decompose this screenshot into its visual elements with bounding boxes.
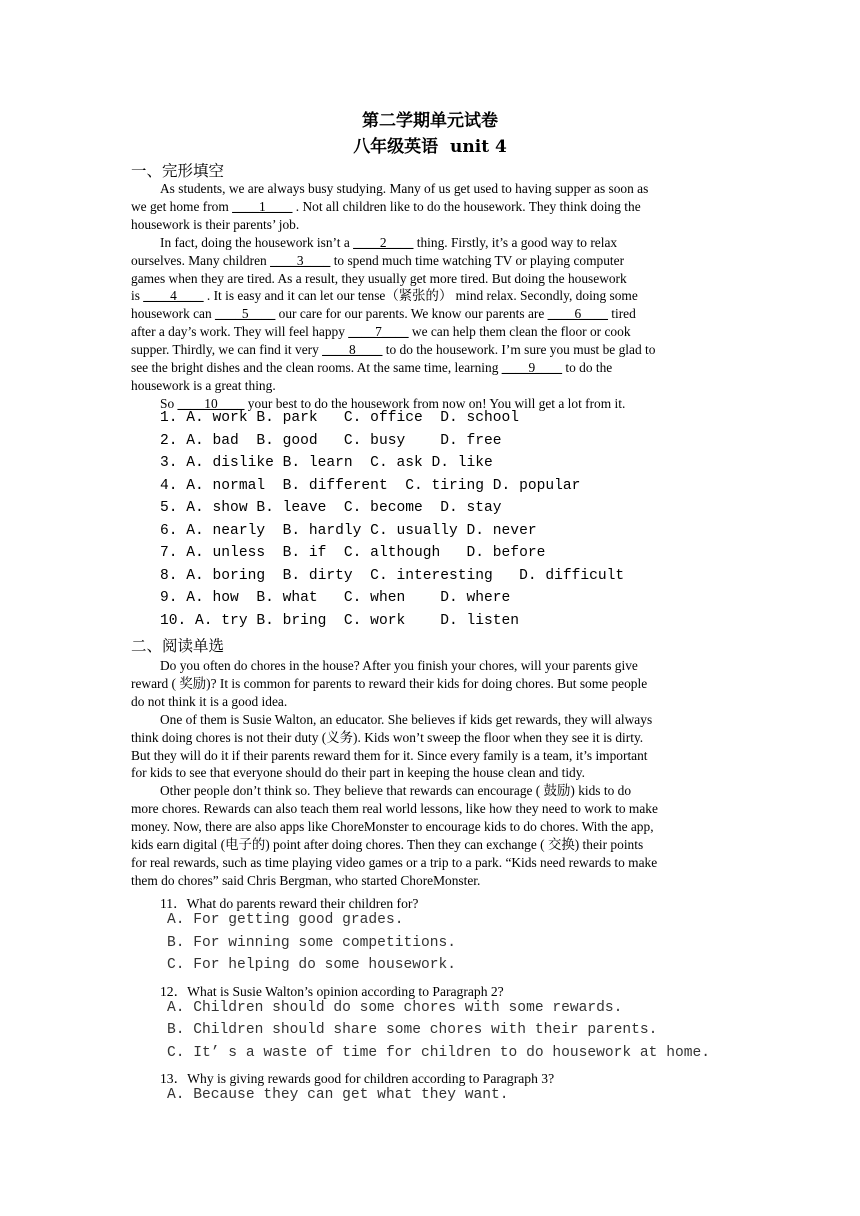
blank-number: ____10____ [177, 395, 245, 411]
blank-number: ____9____ [501, 360, 563, 376]
passage-text: housework is a great thing. [131, 377, 276, 393]
reading-passage [131, 657, 731, 890]
passage-text: we can help them clean the floor or cook [408, 324, 631, 340]
passage-line [131, 747, 731, 765]
passage-text: So [160, 395, 178, 411]
passage-text: Do you often do chores in the house? After you finish your chores, will your parents give [160, 658, 638, 673]
passage-line [131, 252, 731, 270]
section-heading-reading: 二、阅读单选 [131, 637, 225, 655]
cloze-option-line: 2. A. bad B. good C. busy D. free [160, 432, 502, 449]
passage-text: see the bright dishes and the clean rooms. At the same time, learning [131, 360, 502, 376]
passage-line [131, 872, 731, 890]
blank-number: ____1____ [232, 198, 293, 214]
passage-line [131, 818, 731, 836]
page-title: 第二学期单元试卷 [362, 111, 498, 131]
question-stem: 13．Why is giving rewards good for children according to Paragraph 3? [160, 1071, 555, 1086]
passage-text: our care for our parents. We know our parents are [275, 306, 548, 322]
passage-text: is [131, 288, 144, 304]
passage-line [131, 675, 731, 693]
passage-text: think doing chores is not their duty (义务). Kids won’t sweep the floor when they see it is dirty. [131, 729, 644, 745]
passage-text: But they will do it if their parents reward them for it. Since every family is a team, it’s important [131, 747, 648, 763]
passage-text: games when they are tired. As a result, they usually get more tired. But doing the housework [131, 270, 627, 286]
passage-line [131, 341, 731, 359]
passage-line [131, 234, 731, 252]
passage-line [131, 198, 731, 216]
passage-line [131, 854, 731, 872]
cloze-option-line: 9. A. how B. what C. when D. where [160, 590, 511, 606]
question-stem: 11．What do parents reward their children for? [160, 896, 419, 911]
passage-text: for real rewards, such as time playing video games or a trip to a park. “Kids need rewards to make [131, 854, 658, 870]
cloze-option-line: 3. A. dislike B. learn C. ask D. like [160, 455, 493, 471]
answer-choice: A. Because they can get what they want. [167, 1087, 509, 1103]
passage-text: housework can [131, 306, 216, 322]
passage-text: One of them is Susie Walton, an educator. She believes if kids get rewards, they will always [160, 711, 653, 727]
passage-text: for kids to see that everyone should do their part in keeping the house clean and tidy. [131, 765, 585, 781]
passage-line [131, 764, 731, 782]
passage-line [131, 800, 731, 818]
passage-text: to do the housework. I’m sure you must be glad to [382, 342, 656, 358]
passage-line [131, 180, 731, 198]
blank-number: ____6____ [547, 306, 608, 322]
cloze-option-line: 10. A. try B. bring C. work D. listen [160, 612, 520, 629]
blank-number: ____3____ [270, 252, 331, 268]
passage-line [131, 377, 731, 395]
cloze-option-line: 4. A. normal B. different C. tiring D. popular [160, 477, 581, 494]
answer-choice: A. For getting good grades. [167, 912, 404, 928]
passage-text: ourselves. Many children [131, 252, 271, 268]
answer-choice: C. It’ s a waste of time for children to do housework at home. [167, 1044, 710, 1061]
passage-text: . Not all children like to do the housework. They think doing the [292, 198, 641, 214]
answer-choice: B. For winning some competitions. [167, 934, 457, 951]
passage-text: to spend much time watching TV or playing computer [330, 252, 625, 268]
blank-number: ____5____ [215, 306, 276, 322]
passage-text: money. Now, there are also apps like ChoreMonster to encourage kids to do chores. With the app, [131, 819, 654, 835]
cloze-option-line: 7. A. unless B. if C. although D. before [160, 545, 546, 561]
blank-number: ____4____ [143, 288, 204, 304]
passage-text: In fact, doing the housework isn’t a [160, 234, 354, 250]
answer-choice: A. Children should do some chores with some rewards. [167, 999, 623, 1016]
cloze-option-line: 1. A. work B. park C. office D. school [160, 410, 520, 426]
passage-text: to do the [562, 360, 613, 376]
question-stem: 12．What is Susie Walton’s opinion according to Paragraph 2? [160, 983, 504, 999]
passage-text: more chores. Rewards can also teach them real world lessons, like how they need to work to make [131, 801, 658, 817]
passage-line [131, 323, 731, 341]
passage-text: supper. Thirdly, we can find it very [131, 342, 323, 358]
cloze-option-line: 8. A. boring B. dirty C. interesting D. difficult [160, 567, 625, 584]
passage-text: do not think it is a good idea. [131, 693, 288, 709]
cloze-option-line: 5. A. show B. leave C. become D. stay [160, 500, 502, 516]
passage-line [131, 216, 731, 234]
passage-text: As students, we are always busy studying. Many of us get used to having supper as soon as [160, 181, 649, 196]
page-subtitle: 八年级英语 unit 4 [353, 137, 507, 157]
blank-number: ____7____ [348, 324, 409, 340]
passage-line [131, 287, 731, 305]
passage-text: thing. Firstly, it’s a good way to relax [413, 234, 618, 250]
passage-text: we get home from [131, 198, 233, 214]
passage-text: tired [607, 306, 636, 322]
passage-line [131, 305, 731, 323]
answer-choice: C. For helping do some housework. [167, 957, 457, 973]
cloze-passage [131, 180, 731, 413]
passage-line [131, 657, 731, 675]
passage-text: after a day’s work. They will feel happy [131, 324, 349, 340]
passage-text: your best to do the housework from now on! You will get a lot from it. [244, 395, 626, 411]
passage-line [131, 836, 731, 854]
passage-line [131, 359, 731, 377]
blank-number: ____2____ [353, 234, 414, 250]
blank-number: ____8____ [322, 342, 383, 358]
passage-text: housework is their parents’ job. [131, 216, 300, 232]
passage-text: reward ( 奖励)? It is common for parents to reward their kids for doing chores. But some people [131, 675, 648, 691]
passage-line [131, 782, 731, 800]
passage-line [131, 729, 731, 747]
passage-text: . It is easy and it can let our tense（紧张的） mind relax. Secondly, doing some [203, 288, 638, 304]
cloze-option-line: 6. A. nearly B. hardly C. usually D. never [160, 522, 537, 539]
section-heading-cloze: 一、完形填空 [131, 162, 225, 180]
answer-choice: B. Children should share some chores with their parents. [167, 1022, 658, 1038]
passage-line [131, 711, 731, 729]
passage-line [131, 270, 731, 288]
passage-line [131, 693, 731, 711]
passage-text: kids earn digital (电子的) point after doing chores. Then they can exchange ( 交换) their points [131, 837, 644, 853]
passage-text: them do chores” said Chris Bergman, who started ChoreMonster. [131, 872, 481, 888]
passage-text: Other people don’t think so. They believe that rewards can encourage ( 鼓励) kids to do [160, 783, 632, 799]
